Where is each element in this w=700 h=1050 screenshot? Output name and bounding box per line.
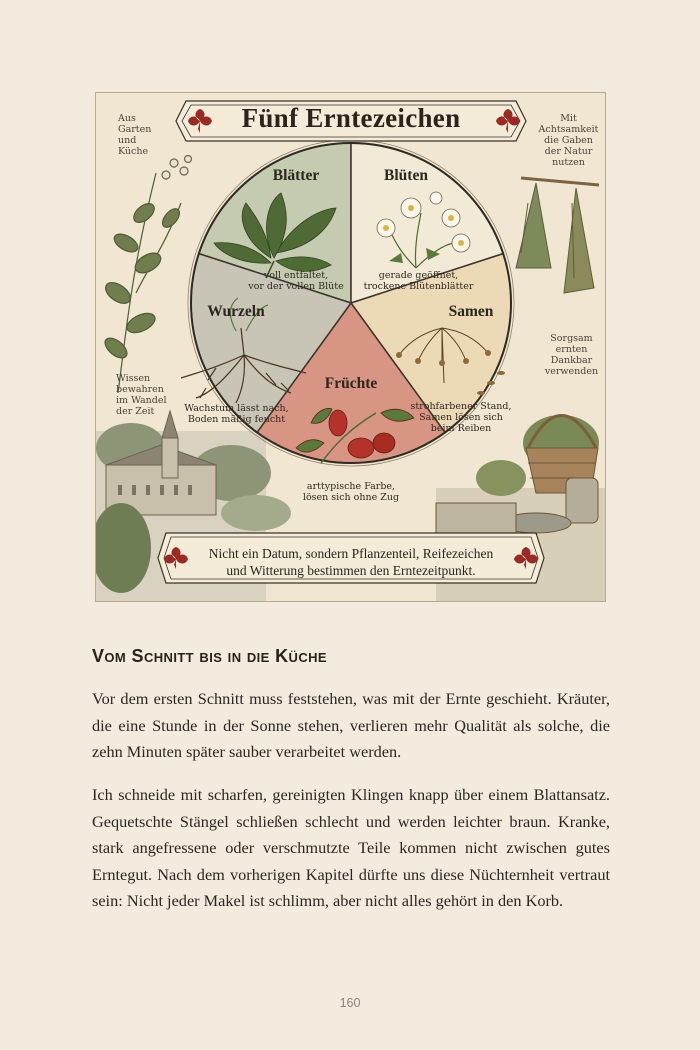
segment-label-seeds: Samen — [448, 303, 494, 320]
page-number: 160 — [339, 996, 361, 1010]
illustration-artwork — [96, 93, 606, 602]
segment-desc-fruits: arttypische Farbe, lösen sich ohne Zug — [302, 481, 400, 503]
side-note-mid-left: Wissen bewahren im Wandel der Zeit — [116, 373, 167, 417]
harvest-signs-illustration — [95, 92, 606, 602]
paragraph-1: Vor dem ersten Schnitt muss feststehen, was mit der Ernte geschieht. Kräuter, die eine Stunde in der Sonne stehen, verlieren mehr Qualität als solche, die zehn Minuten später sauber verarbeitet werden. — [92, 689, 610, 762]
paragraph-2: Ich schneide mit scharfen, gereinigten Klingen knapp über einem Blattansatz. Gequetschte Stängel schließen schlecht und werden leichter braun. Kranke, stark angefressene oder verschmutzte Teile kommen nicht zwischen gutes Erntegut. Nach dem vorherigen Kapitel dürfte uns diese Nüchternheit vertraut sein: Nicht jeder Makel ist schlimm, aber nicht alles gehört in den Korb. — [92, 785, 610, 911]
illustration-title: Fünf Erntezeichen — [241, 103, 461, 133]
illustration-caption: Nicht ein Datum, sondern Pflanzenteil, Reifezeichen und Witterung bestimmen den Erntezeitpunkt. — [208, 546, 494, 578]
segment-desc-seeds: strohfarbener Stand, Samen lösen sich beim Reiben — [410, 401, 512, 434]
segment-desc-flowers: gerade geöffnet, trockene Blütenblätter — [363, 270, 474, 292]
side-note-mid-right: Sorgsam ernten Dankbar verwenden — [544, 333, 599, 377]
section-heading: Vom Schnitt bis in die Küche — [92, 646, 327, 666]
segment-desc-roots: Wachstum lässt nach, Boden mäßig feucht — [184, 403, 289, 425]
segment-label-flowers: Blüten — [384, 167, 428, 184]
segment-label-roots: Wurzeln — [207, 303, 265, 320]
side-note-top-left: Aus Garten und Küche — [118, 113, 152, 157]
segment-label-fruits: Früchte — [324, 375, 378, 392]
segment-desc-leaves: voll entfaltet, vor der vollen Blüte — [248, 270, 344, 292]
side-note-top-right: Mit Achtsamkeit die Gaben der Natur nutzen — [538, 113, 599, 168]
segment-label-leaves: Blätter — [272, 167, 320, 184]
